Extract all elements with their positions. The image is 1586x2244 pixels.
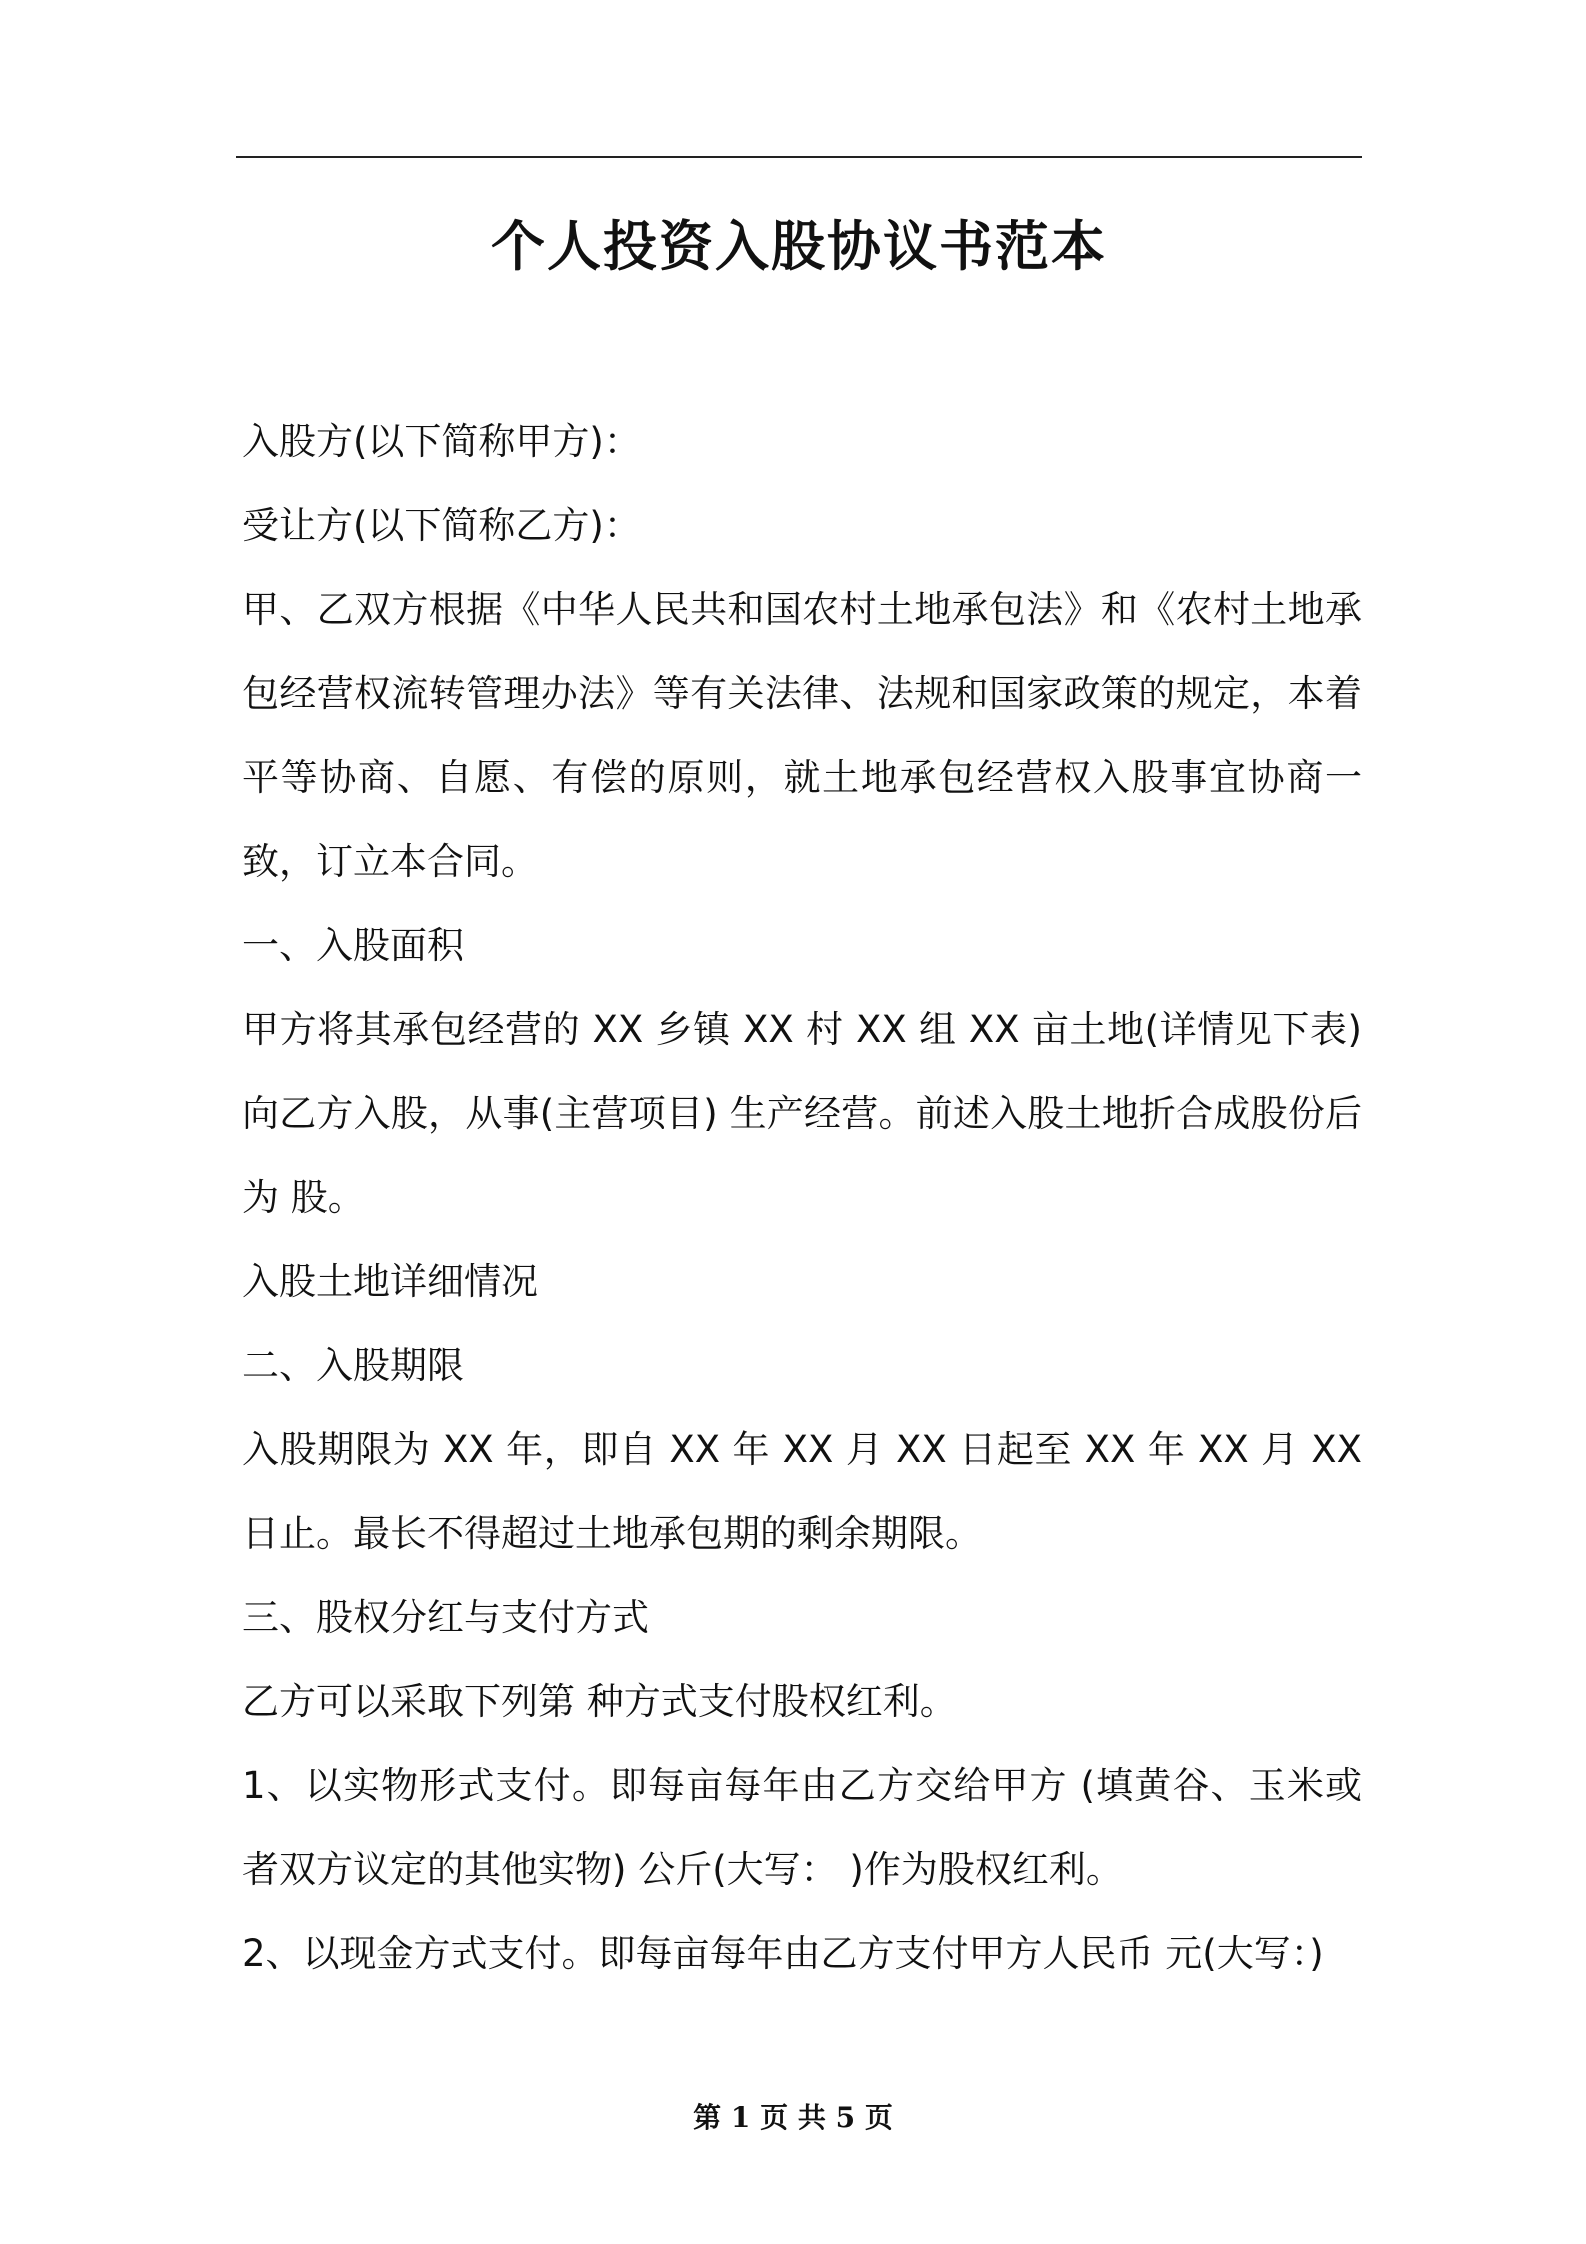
dividend-intro-paragraph: 乙方可以采取下列第 种方式支付股权红利。 [242,1680,957,1723]
section-heading-term: 二、入股期限 [242,1344,464,1387]
header-rule [236,156,1362,158]
section-heading-dividend: 三、股权分红与支付方式 [242,1596,649,1639]
dividend-option-2: 2、以现金方式支付。即每亩每年由乙方支付甲方人民币 元(大写：) [242,1932,1324,1975]
land-details-label: 入股土地详细情况 [242,1260,538,1303]
party-b-line: 受让方(以下简称乙方)： [242,504,641,547]
area-paragraph: 甲方将其承包经营的 XX 乡镇 XX 村 XX 组 XX 亩土地(详情见下表)向乙方入股，从事(主营项目) 生产经营。前述入股土地折合成股份后为 股。 [242,1008,1362,1219]
term-paragraph: 入股期限为 XX 年，即自 XX 年 XX 月 XX 日起至 XX 年 XX 月 XX 日止。最长不得超过土地承包期的剩余期限。 [242,1428,1362,1555]
dividend-option-1: 1、以实物形式支付。即每亩每年由乙方交给甲方 (填黄谷、玉米或者双方议定的其他实物) 公斤(大写： )作为股权红利。 [242,1764,1362,1891]
page-footer: 第 1 页 共 5 页 [693,2101,893,2134]
preamble-paragraph: 甲、乙双方根据《中华人民共和国农村土地承包法》和《农村土地承包经营权流转管理办法》等有关法律、法规和国家政策的规定，本着平等协商、自愿、有偿的原则，就土地承包经营权入股事宜协商一致，订立本合同。 [242,588,1362,883]
party-a-line: 入股方(以下简称甲方)： [242,420,641,463]
section-heading-area: 一、入股面积 [242,924,464,967]
document-body [242,400,1362,1996]
document-title: 个人投资入股协议书范本 [491,215,1107,278]
